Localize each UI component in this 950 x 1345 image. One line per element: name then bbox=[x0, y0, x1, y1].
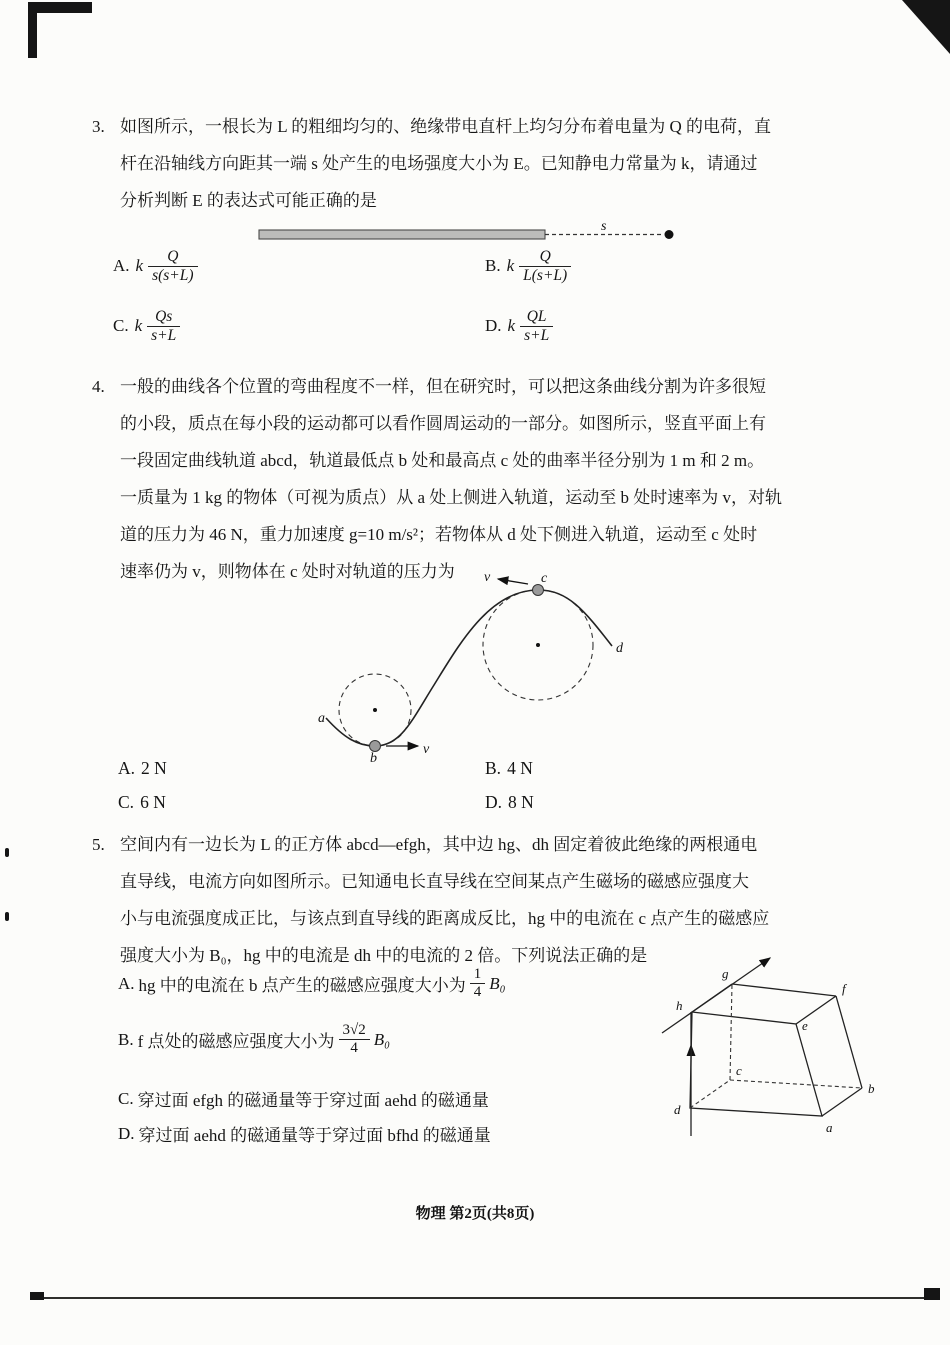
option-text: hg 中的电流在 b 点产生的磁感应强度大小为 bbox=[138, 976, 466, 996]
vertex-h-label: h bbox=[676, 998, 683, 1013]
track-curve bbox=[326, 590, 612, 746]
q3-option-a bbox=[113, 248, 198, 285]
fraction-denominator: s+L bbox=[147, 326, 180, 345]
question-4-line: 一段固定曲线轨道 abcd，轨道最低点 b 处和最高点 c 处的曲率半径分别为 1 m 和 2 m。 bbox=[120, 451, 765, 470]
q3-option-b bbox=[485, 248, 571, 285]
option-label: B. bbox=[485, 256, 501, 276]
fraction-numerator: Q bbox=[167, 248, 179, 265]
q3-option-c bbox=[113, 308, 180, 345]
question-3-text: 如图所示，一根长为 L 的粗细均匀的、绝缘带电直杆上均匀分布着电量为 Q 的电荷，直 bbox=[120, 117, 772, 136]
option-text: 4 N bbox=[507, 758, 533, 778]
question-3 bbox=[92, 108, 882, 219]
vertex-b-label: b bbox=[868, 1081, 875, 1096]
q5-option-c bbox=[118, 1086, 489, 1111]
question-3-line: 分析判断 E 的表达式可能正确的是 bbox=[120, 191, 377, 210]
q4-option-c bbox=[118, 792, 166, 813]
vertex-g-label: g bbox=[722, 966, 729, 981]
scan-mark-left-edge-2 bbox=[5, 912, 9, 921]
cube-edge-fb bbox=[836, 996, 862, 1088]
fraction-numerator: 1 bbox=[473, 966, 482, 982]
q3-option-d bbox=[485, 308, 553, 345]
question-4 bbox=[92, 368, 882, 590]
cube-edge-gf bbox=[732, 984, 836, 996]
field-point-dot bbox=[665, 230, 674, 239]
scan-mark-top-left-vertical bbox=[28, 2, 37, 58]
point-d-label: d bbox=[616, 641, 623, 656]
fraction-numerator: Qs bbox=[155, 308, 173, 325]
cube-edge-dc bbox=[690, 1080, 730, 1108]
point-c-label: c bbox=[541, 571, 548, 586]
option-label: A. bbox=[118, 758, 136, 778]
option-text: 6 N bbox=[140, 792, 166, 812]
fraction-denominator: L(s+L) bbox=[519, 266, 571, 285]
cube-edge-ab bbox=[822, 1088, 862, 1116]
coefficient-k: k bbox=[135, 256, 144, 276]
question-4-line: 道的压力为 46 N，重力加速度 g=10 m/s²；若物体从 d 处下侧进入轨道，运动至 c 处时 bbox=[120, 525, 758, 544]
vertex-e-label: e bbox=[802, 1018, 808, 1033]
cube-edge-cb bbox=[730, 1080, 862, 1088]
option-label: D. bbox=[118, 1123, 135, 1143]
coefficient-k: k bbox=[507, 316, 516, 336]
question-5-line: 强度大小为 B₀，hg 中的电流是 dh 中的电流的 2 倍。下列说法正确的是 bbox=[120, 946, 648, 965]
question-4-text: 一般的曲线各个位置的弯曲程度不一样，但在研究时，可以把这条曲线分割为许多很短 bbox=[120, 377, 766, 396]
velocity-arrow-at-c bbox=[498, 579, 528, 584]
option-label: B. bbox=[485, 758, 502, 778]
option-text: 2 N bbox=[141, 758, 167, 778]
velocity-v-label-c: v bbox=[484, 570, 491, 585]
q3-rod-figure bbox=[258, 222, 688, 252]
point-b-label: b bbox=[370, 751, 377, 762]
charged-rod bbox=[259, 230, 545, 239]
question-4-line bbox=[92, 368, 882, 405]
vertex-c-label: c bbox=[736, 1063, 742, 1078]
fraction-numerator: 3√2 bbox=[342, 1022, 366, 1038]
q5-option-b bbox=[118, 1022, 390, 1058]
object-at-c bbox=[533, 585, 544, 596]
velocity-v-label-b: v bbox=[423, 742, 430, 757]
small-circle-center-dot bbox=[373, 708, 377, 712]
q4-track-figure bbox=[298, 570, 628, 762]
fraction-numerator: Q bbox=[539, 248, 551, 265]
question-5-line: 小与电流强度成正比，与该点到直导线的距离成反比，hg 中的电流在 c 点产生的磁感应 bbox=[120, 909, 770, 928]
scan-mark-bottom-left bbox=[30, 1292, 44, 1300]
vertex-a-label: a bbox=[826, 1120, 833, 1135]
option-label: C. bbox=[118, 792, 135, 812]
option-text: 穿过面 aehd 的磁通量等于穿过面 bfhd 的磁通量 bbox=[138, 1126, 491, 1145]
scan-line-bottom bbox=[30, 1297, 932, 1299]
question-3-line bbox=[92, 108, 882, 145]
question-5-line bbox=[92, 826, 882, 863]
q5-option-d bbox=[118, 1121, 491, 1146]
object-at-b bbox=[370, 741, 381, 752]
option-label: C. bbox=[113, 316, 129, 336]
option-text: 8 N bbox=[508, 792, 534, 812]
large-circle-center-dot bbox=[536, 643, 540, 647]
q5-option-a bbox=[118, 966, 506, 1002]
question-5-line: 直导线，电流方向如图所示。已知通电长直导线在空间某点产生磁场的磁感应强度大 bbox=[120, 872, 749, 891]
fraction-numerator: QL bbox=[526, 308, 547, 325]
vertex-f-label: f bbox=[842, 981, 846, 996]
q5-cube-figure bbox=[650, 956, 885, 1148]
question-5 bbox=[92, 826, 882, 974]
fraction bbox=[148, 248, 197, 285]
question-4-number: 4. bbox=[92, 377, 105, 396]
fraction bbox=[339, 1022, 370, 1058]
fraction-denominator: s+L bbox=[520, 326, 553, 345]
cube-edge-hg bbox=[692, 984, 732, 1012]
point-a-label: a bbox=[318, 711, 325, 726]
fraction-denominator: 4 bbox=[339, 1039, 370, 1057]
q4-option-d bbox=[485, 792, 534, 813]
question-3-number: 3. bbox=[92, 117, 105, 136]
coefficient-k: k bbox=[506, 256, 515, 276]
option-label: C. bbox=[118, 1088, 134, 1108]
option-label: A. bbox=[118, 973, 135, 993]
scan-mark-top-left bbox=[28, 2, 92, 13]
fraction bbox=[519, 248, 571, 285]
scan-mark-left-edge-1 bbox=[5, 848, 9, 857]
b0-symbol: B₀ bbox=[373, 1029, 391, 1049]
fraction bbox=[147, 308, 180, 345]
scan-mark-top-right bbox=[902, 0, 950, 54]
fraction bbox=[520, 308, 553, 345]
coefficient-k: k bbox=[134, 316, 143, 336]
option-label: D. bbox=[485, 792, 503, 812]
q4-option-a bbox=[118, 758, 167, 779]
scan-mark-bottom-right bbox=[924, 1288, 940, 1300]
distance-s-label: s bbox=[601, 222, 607, 234]
page-footer: 物理 第2页(共8页) bbox=[415, 1206, 535, 1222]
option-label: A. bbox=[113, 256, 130, 276]
question-4-line: 速率仍为 v，则物体在 c 处时对轨道的压力为 bbox=[120, 562, 455, 581]
question-3-line: 杆在沿轴线方向距其一端 s 处产生的电场强度大小为 E。已知静电力常量为 k，请通过 bbox=[120, 154, 758, 173]
vertex-d-label: d bbox=[674, 1102, 681, 1117]
fraction-denominator: s(s+L) bbox=[148, 266, 197, 285]
question-5-number: 5. bbox=[92, 835, 105, 854]
b0-symbol: B₀ bbox=[489, 973, 506, 993]
option-text: 穿过面 efgh 的磁通量等于穿过面 aehd 的磁通量 bbox=[137, 1091, 489, 1110]
fraction bbox=[470, 966, 486, 1002]
option-label: D. bbox=[485, 316, 502, 336]
question-5-text: 空间内有一边长为 L 的正方体 abcd—efgh，其中边 hg、dh 固定着彼此绝缘的两根通电 bbox=[120, 835, 758, 854]
q4-option-b bbox=[485, 758, 533, 779]
question-4-line: 的小段，质点在每小段的运动都可以看作圆周运动的一部分。如图所示，竖直平面上有 bbox=[120, 414, 766, 433]
question-4-line: 一质量为 1 kg 的物体（可视为质点）从 a 处上侧进入轨道，运动至 b 处时速率为 v，对轨 bbox=[120, 488, 783, 507]
cube-edge-cg bbox=[730, 984, 732, 1080]
fraction-denominator: 4 bbox=[470, 983, 486, 1001]
option-text: f 点处的磁感应强度大小为 bbox=[137, 1032, 335, 1052]
option-label: B. bbox=[118, 1029, 134, 1049]
